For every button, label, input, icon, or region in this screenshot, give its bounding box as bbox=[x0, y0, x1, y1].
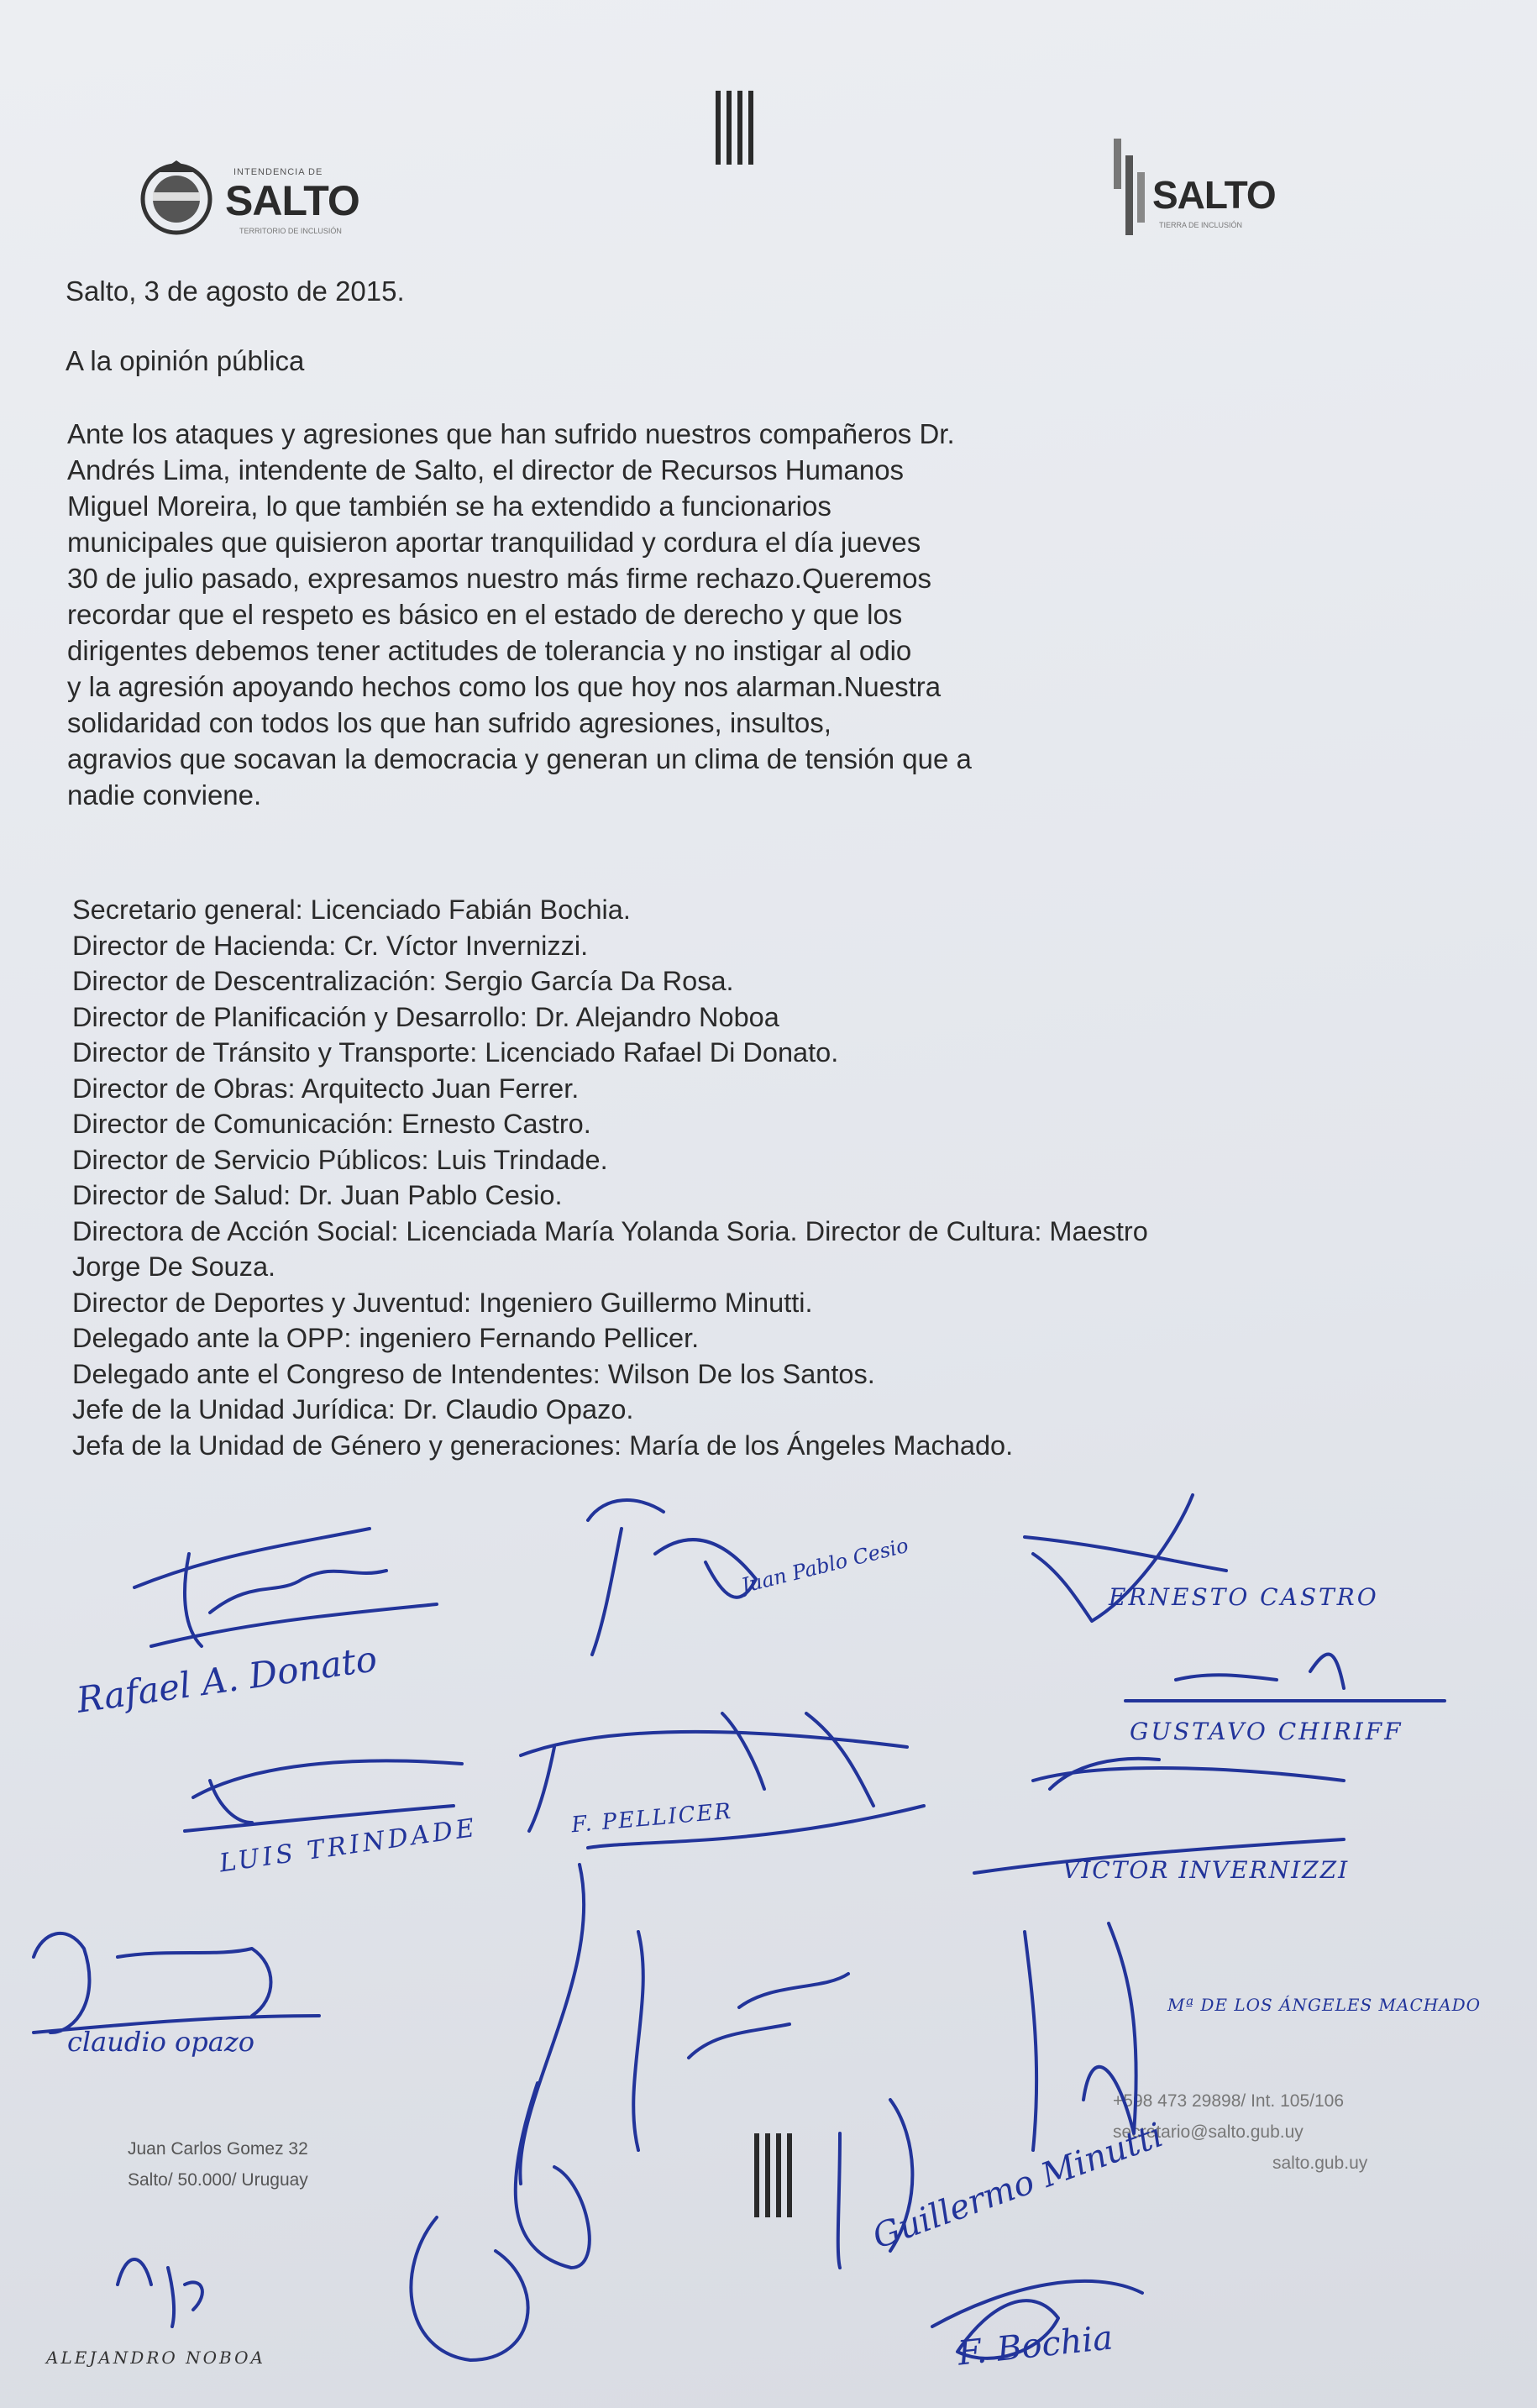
body-line: solidaridad con todos los que han sufrido agresiones, insultos, bbox=[67, 707, 831, 738]
body-line: recordar que el respeto es básico en el estado de derecho y que los bbox=[67, 599, 903, 630]
logo-left-small: INTENDENCIA DE bbox=[233, 167, 323, 177]
signatory-line: Jorge De Souza. bbox=[72, 1251, 276, 1282]
signatory-line: Director de Comunicación: Ernesto Castro. bbox=[72, 1109, 591, 1139]
signatory-line: Director de Servicio Públicos: Luis Trindade. bbox=[72, 1144, 608, 1175]
signatory-line: Directora de Acción Social: Licenciada María Yolanda Soria. Director de Cultura: Maestro bbox=[72, 1215, 1148, 1246]
logo-left-name: SALTO bbox=[225, 177, 359, 224]
body-line: dirigentes debemos tener actitudes de tolerancia y no instigar al odio bbox=[67, 635, 912, 666]
footer-phone: +598 473 29898/ Int. 105/106 bbox=[1113, 2091, 1344, 2111]
body-line: municipales que quisieron aportar tranquilidad y cordura el día jueves bbox=[67, 527, 921, 558]
signatory-line: Director de Obras: Arquitecto Juan Ferrer. bbox=[72, 1073, 580, 1104]
footer-bars bbox=[754, 2133, 792, 2217]
logo-left-tag: TERRITORIO DE INCLUSIÓN bbox=[239, 227, 342, 235]
handwritten-ernesto-castro: ERNESTO CASTRO bbox=[1109, 1583, 1379, 1611]
handwritten-f-bochia: F. Bochia bbox=[956, 2318, 1115, 2374]
body-line: agravios que socavan la democracia y generan un clima de tensión que a bbox=[67, 743, 972, 774]
handwritten-claudio-opazo: claudio opazo bbox=[67, 2026, 254, 2058]
handwritten-gustavo-chiriff: GUSTAVO CHIRIFF bbox=[1130, 1718, 1403, 1745]
footer-address-line: Salto/ 50.000/ Uruguay bbox=[128, 2170, 308, 2190]
handwritten-f-pellicer: F. PELLICER bbox=[570, 1798, 734, 1839]
footer-address-line: Juan Carlos Gomez 32 bbox=[128, 2139, 308, 2159]
handwritten-machado: Mª DE LOS ÁNGELES MACHADO bbox=[1167, 1995, 1482, 2015]
signatory-line: Director de Planificación y Desarrollo: Dr. Alejandro Noboa bbox=[72, 1001, 779, 1032]
handwritten-alejandro-noboa: ALEJANDRO NOBOA bbox=[46, 2348, 265, 2368]
body-line: Ante los ataques y agresiones que han sufrido nuestros compañeros Dr. bbox=[67, 418, 955, 449]
signatory-line: Director de Descentralización: Sergio García Da Rosa. bbox=[72, 966, 734, 996]
signatory-line: Secretario general: Licenciado Fabián Bochia. bbox=[72, 894, 631, 925]
letter-date: Salto, 3 de agosto de 2015. bbox=[66, 275, 405, 307]
logo-right-tag: TIERRA DE INCLUSIÓN bbox=[1159, 221, 1243, 229]
signatory-line: Director de Deportes y Juventud: Ingeniero Guillermo Minutti. bbox=[72, 1287, 813, 1318]
logo-right-name: SALTO bbox=[1152, 173, 1276, 217]
footer-web: salto.gub.uy bbox=[1272, 2154, 1368, 2173]
salto-tierra-logo bbox=[1109, 139, 1319, 235]
handwritten-victor-invernizzi: VICTOR INVERNIZZI bbox=[1062, 1856, 1350, 1884]
logo-mark-icon bbox=[1109, 139, 1159, 235]
coat-of-arms-icon bbox=[134, 155, 218, 239]
footer-email: secretario@salto.gub.uy bbox=[1113, 2122, 1304, 2142]
header-bars bbox=[716, 91, 753, 165]
footer-address bbox=[128, 2133, 308, 2196]
signatory-line: Jefa de la Unidad de Género y generaciones: María de los Ángeles Machado. bbox=[72, 1430, 1014, 1461]
signatory-line: Delegado ante el Congreso de Intendentes: Wilson De los Santos. bbox=[72, 1358, 875, 1389]
signatory-line: Director de Tránsito y Transporte: Licenciado Rafael Di Donato. bbox=[72, 1037, 839, 1068]
letter-body bbox=[67, 416, 972, 813]
body-line: Miguel Moreira, lo que también se ha extendido a funcionarios bbox=[67, 491, 831, 522]
intendencia-salto-logo bbox=[134, 155, 412, 248]
letter-salutation: A la opinión pública bbox=[66, 345, 305, 376]
body-line: 30 de julio pasado, expresamos nuestro más firme rechazo.Queremos bbox=[67, 563, 932, 594]
signatory-line: Director de Hacienda: Cr. Víctor Invernizzi. bbox=[72, 930, 589, 961]
signatory-line: Delegado ante la OPP: ingeniero Fernando Pellicer. bbox=[72, 1323, 700, 1353]
signatory-list bbox=[72, 892, 1148, 1463]
body-line: y la agresión apoyando hechos como los que hoy nos alarman.Nuestra bbox=[67, 671, 942, 702]
body-line: Andrés Lima, intendente de Salto, el director de Recursos Humanos bbox=[67, 454, 905, 485]
body-line: nadie conviene. bbox=[67, 779, 262, 811]
signatory-line: Jefe de la Unidad Jurídica: Dr. Claudio Opazo. bbox=[72, 1394, 634, 1424]
signatory-line: Director de Salud: Dr. Juan Pablo Cesio. bbox=[72, 1180, 563, 1210]
handwritten-luis-trindade: LUIS TRINDADE bbox=[218, 1813, 480, 1879]
handwritten-guillermo-minutti: Guillermo Minutti bbox=[868, 2116, 1168, 2257]
handwritten-rafael-donato: Rafael A. Donato bbox=[74, 1638, 380, 1721]
handwritten-cesio: Juan Pablo Cesio bbox=[738, 1533, 911, 1598]
